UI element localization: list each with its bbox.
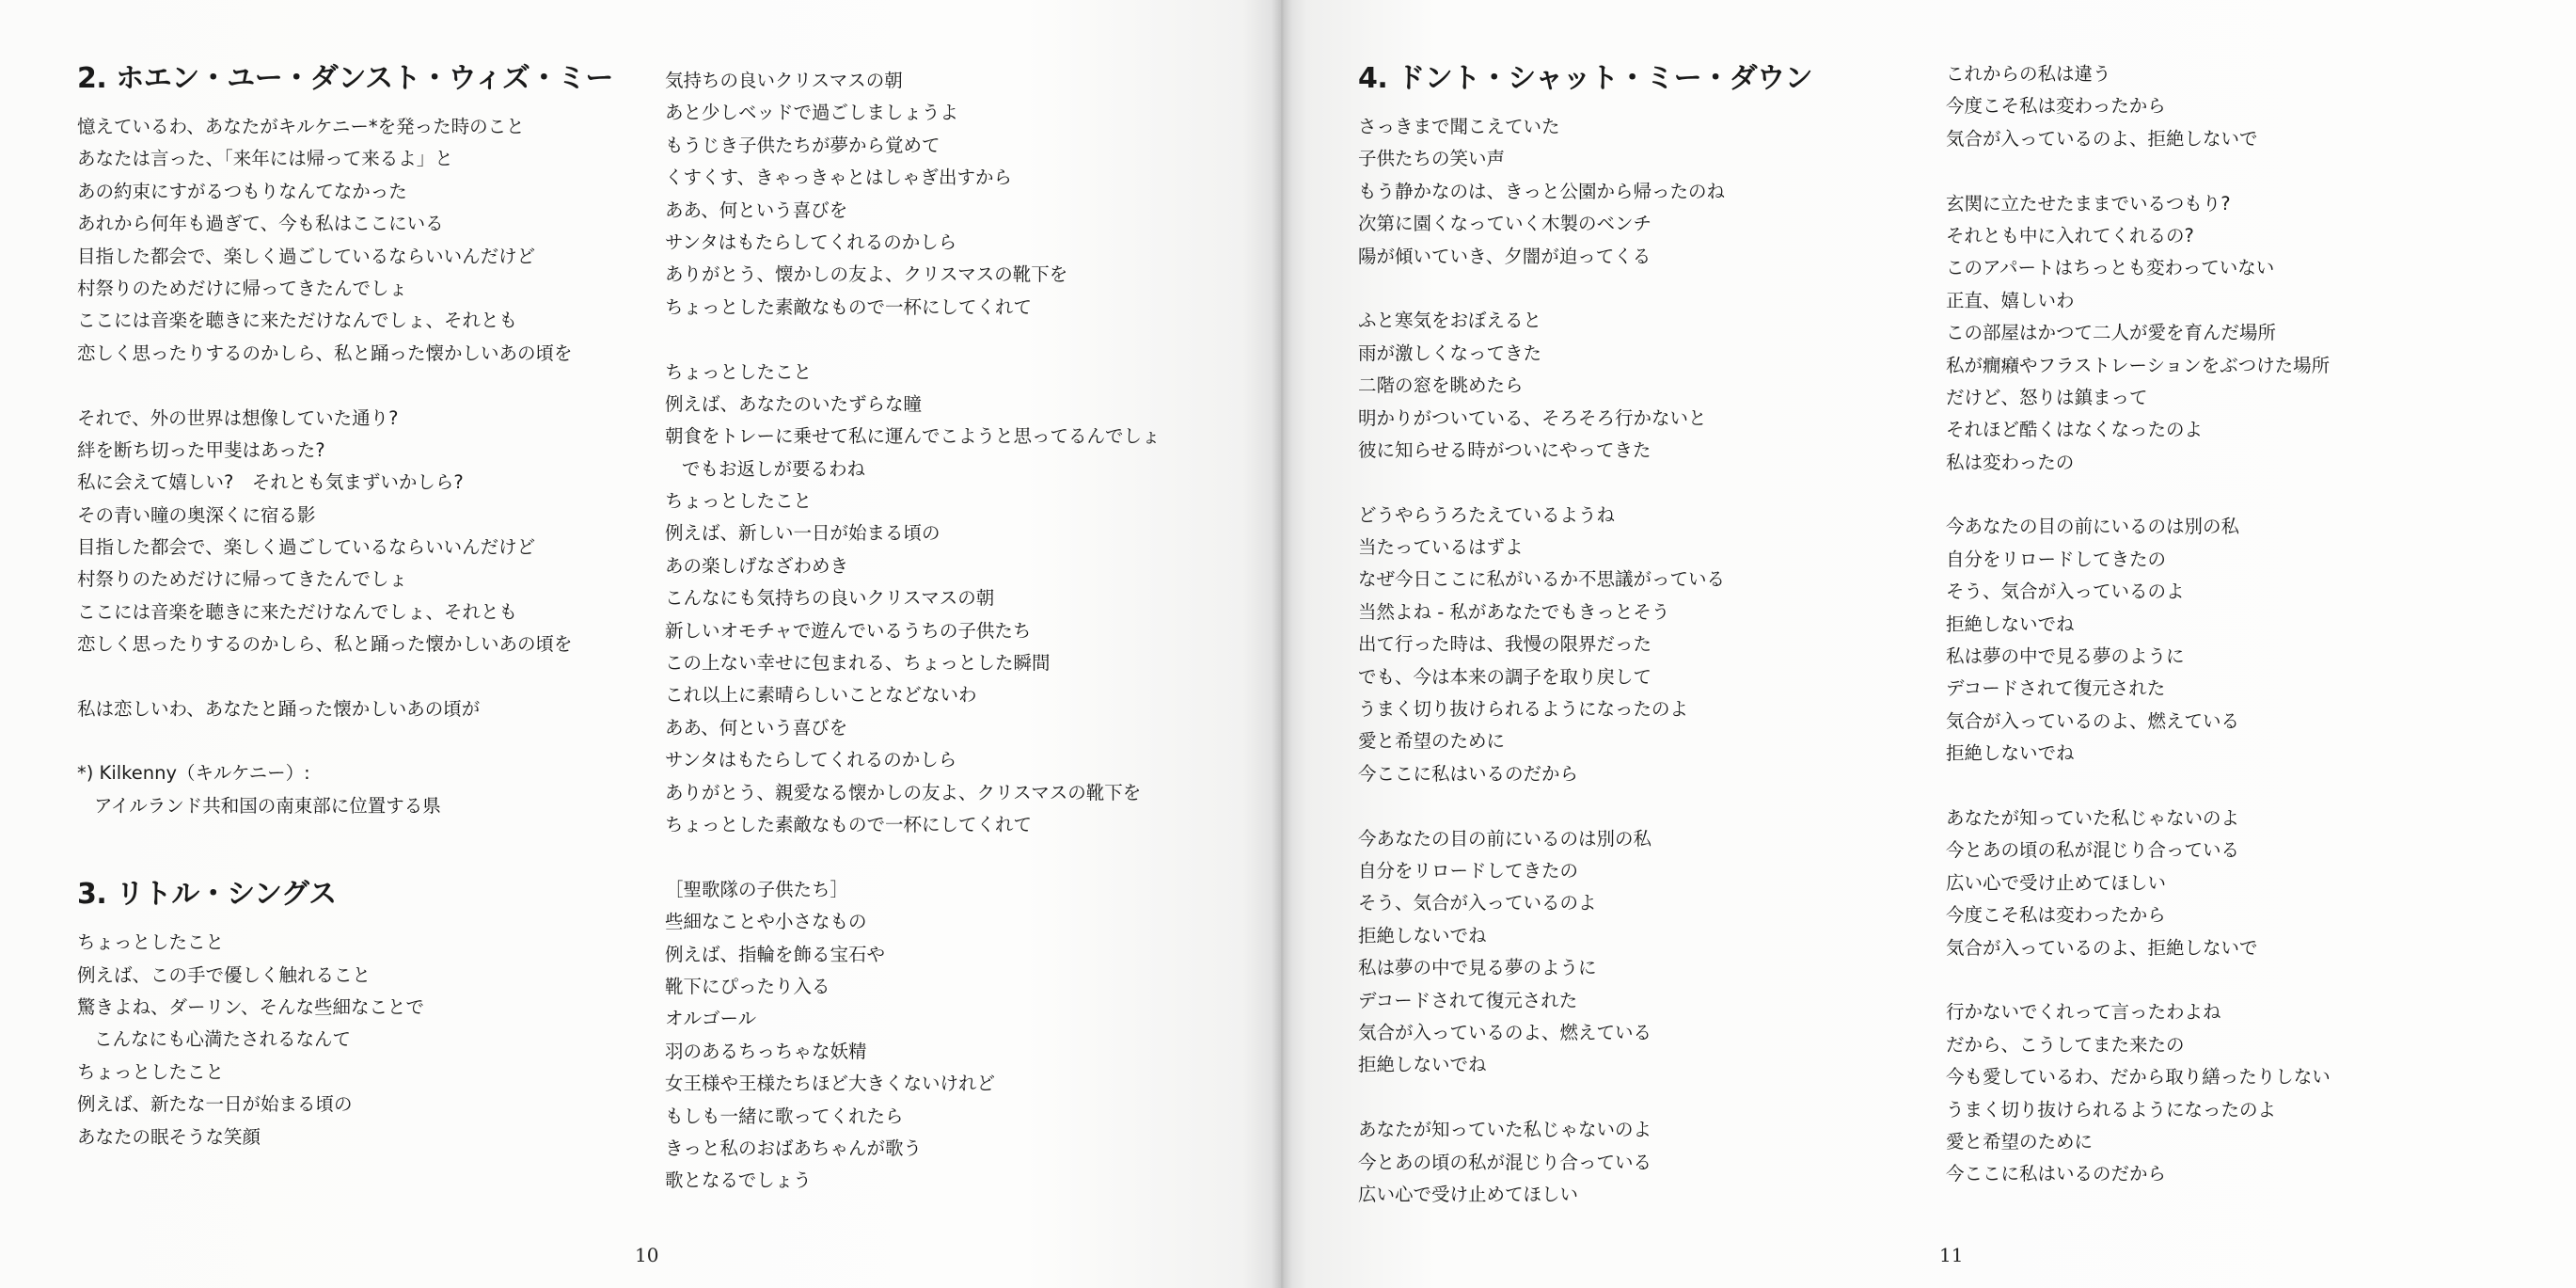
lyric-line: 驚きよね、ダーリン、そんな些細なことで: [77, 995, 424, 1018]
lyric-line: その青い瞳の奥深くに宿る影: [77, 503, 316, 526]
lyric-line: ちょっとした素敵なもので一杯にしてくれて: [665, 813, 1033, 835]
lyric-line: この上ない幸せに包まれる、ちょっとした瞬間: [665, 652, 1051, 675]
left-column-2: [665, 65, 1248, 1198]
lyric-line: 愛と希望のために: [1358, 730, 1506, 753]
lyric-line: 拒絶しないでね: [1358, 924, 1487, 946]
stanza-gap: [1946, 479, 2529, 511]
stanza-gap: [1358, 790, 1922, 822]
lyric-line: あなたの眠そうな笑顔: [77, 1125, 261, 1148]
lyric-line: 拒絶しないでね: [1946, 742, 2075, 765]
lyric-line: 今も愛しているわ、だから取り繕ったりしない: [1946, 1066, 2331, 1089]
lyric-line: 気持ちの良いクリスマスの朝: [665, 70, 903, 91]
lyric-line: 些細なことや小さなもの: [665, 911, 867, 933]
lyric-line: 行かないでくれって言ったわよね: [1946, 1001, 2221, 1024]
lyric-line: それとも中に入れてくれるの?: [1946, 224, 2194, 246]
lyric-line: 恋しく思ったりするのかしら、私と踊った懐かしいあの頃を: [77, 633, 573, 656]
lyric-line: あの楽しげなざわめき: [665, 554, 849, 577]
lyric-line: だけど、怒りは鎮まって: [1946, 386, 2148, 408]
song-lyrics-continued: [1946, 58, 2529, 1191]
footnote-text: アイルランド共和国の南東部に位置する県: [94, 794, 441, 817]
lyric-line: ちょっとしたこと: [665, 360, 813, 383]
lyric-line: ありがとう、懐かしの友よ、クリスマスの靴下を: [665, 263, 1068, 286]
lyric-line: ちょっとした素敵なもので一杯にしてくれて: [665, 295, 1033, 318]
lyric-line: 広い心で受け止めてほしい: [1946, 871, 2167, 894]
stanza-gap: [77, 661, 641, 693]
lyric-line: こんなにも気持ちの良いクリスマスの朝: [665, 587, 995, 610]
left-column-1: [77, 60, 641, 1153]
lyric-line: 私は夢の中で見る夢のように: [1358, 957, 1597, 979]
lyric-line: どうやらうろたえているようね: [1358, 503, 1616, 526]
lyric-line: 彼に知らせる時がついにやってきた: [1358, 438, 1651, 461]
right-page: [1281, 0, 2576, 1288]
lyric-line: あと少しベッドで過ごしましょうよ: [665, 102, 959, 124]
song-lyrics: [77, 111, 641, 725]
lyric-line: 出て行った時は、我慢の限界だった: [1358, 633, 1652, 656]
lyric-line: 私は夢の中で見る夢のように: [1946, 645, 2185, 668]
lyric-line: 広い心で受け止めてほしい: [1358, 1183, 1579, 1205]
lyric-line: 今ここに私はいるのだから: [1946, 1163, 2167, 1185]
lyric-line: そう、気合が入っているのよ: [1946, 580, 2185, 603]
lyric-line: 次第に園くなっていく木製のベンチ: [1358, 213, 1652, 235]
stanza-gap: [1946, 964, 2529, 996]
lyric-line: でも、今は本来の調子を取り戻して: [1358, 665, 1652, 688]
song-title-dont-shut-me-down: 4. ドント・シャット・ミー・ダウン: [1358, 62, 1813, 95]
lyric-line: ああ、何という喜びを: [665, 199, 848, 221]
lyric-line: 今とあの頃の私が混じり合っている: [1358, 1151, 1652, 1173]
lyric-line: 気合が入っているのよ、燃えている: [1358, 1021, 1652, 1043]
lyric-line: あなたが知っていた私じゃないのよ: [1946, 806, 2240, 829]
stanza-gap: [1946, 771, 2529, 803]
footnote-label: *) Kilkenny（キルケニー）:: [77, 762, 310, 785]
lyric-line: さっきまで聞こえていた: [1358, 116, 1560, 137]
lyric-line: ここには音楽を聴きに来ただけなんでしょ、それとも: [77, 600, 518, 623]
lyric-line: 羽のあるちっちゃな妖精: [665, 1040, 867, 1062]
song-lyrics: [77, 927, 641, 1153]
lyric-line: 自分をリロードしてきたの: [1358, 859, 1579, 882]
lyric-line: 今とあの頃の私が混じり合っている: [1946, 839, 2240, 862]
song-lyrics-continued: [665, 65, 1248, 1198]
lyric-line: 靴下にぴったり入る: [665, 975, 830, 997]
lyric-line: 例えば、新しい一日が始まる頃の: [665, 522, 940, 545]
stanza-gap: [1946, 155, 2529, 187]
lyric-line: 憶えているわ、あなたがキルケニー*を発った時のこと: [77, 116, 525, 137]
stanza-gap: [665, 324, 1248, 356]
lyric-line: 二階の窓を眺めたら: [1358, 374, 1524, 397]
lyric-line: 玄関に立たせたままでいるつもり?: [1946, 192, 2231, 215]
lyric-line: ああ、何という喜びを: [665, 716, 848, 739]
song-title-little-things: 3. リトル・シングス: [77, 878, 337, 912]
lyric-line: 拒絶しないでね: [1946, 612, 2075, 635]
lyric-line: デコードされて復元された: [1358, 989, 1578, 1011]
lyric-line: 私は恋しいわ、あなたと踊った懐かしいあの頃が: [77, 698, 481, 721]
lyric-line: 今度こそ私は変わったから: [1946, 95, 2166, 118]
lyric-line: ちょっとしたこと: [77, 931, 225, 954]
lyric-line: なぜ今日ここに私がいるか不思議がっている: [1358, 568, 1726, 591]
lyric-line: 村祭りのためだけに帰ってきたんでしょ: [77, 568, 408, 591]
lyric-line: きっと私のおばあちゃんが歌う: [665, 1137, 923, 1159]
lyric-line: 恋しく思ったりするのかしら、私と踊った懐かしいあの頃を: [77, 342, 573, 364]
page-number: 11: [1939, 1244, 1964, 1266]
lyric-line: これ以上に素晴らしいことなどないわ: [665, 684, 977, 707]
lyric-line: もうじき子供たちが夢から覚めて: [665, 134, 940, 156]
lyric-line: サンタはもたらしてくれるのかしら: [665, 749, 957, 771]
lyric-line: サンタはもたらしてくれるのかしら: [665, 231, 957, 253]
lyric-line: だから、こうしてまた来たの: [1946, 1033, 2185, 1056]
lyric-line: 自分をリロードしてきたの: [1946, 548, 2167, 570]
stanza-gap: [665, 841, 1248, 873]
lyric-line: あなたは言った、「来年には帰って来るよ」と: [77, 148, 453, 170]
lyric-line: 今度こそ私は変わったから: [1946, 904, 2166, 927]
lyric-line: うまく切り抜けられるようになったのよ: [1358, 698, 1689, 721]
page-number: 10: [635, 1244, 659, 1266]
footnote: [77, 757, 641, 822]
lyric-line: オルゴール: [665, 1008, 757, 1030]
lyric-line: 気合が入っているのよ、拒絶しないで: [1946, 936, 2258, 959]
lyric-line: 明かりがついている、そろそろ行かないと: [1358, 406, 1707, 429]
lyric-line: ありがとう、親愛なる懐かしの友よ、クリスマスの靴下を: [665, 781, 1142, 803]
lyric-line: 気合が入っているのよ、拒絶しないで: [1946, 127, 2258, 150]
lyric-line: 村祭りのためだけに帰ってきたんでしょ: [77, 277, 408, 299]
lyric-line: ［聖歌隊の子供たち］: [665, 878, 849, 900]
lyric-line: 当たっているはずよ: [1358, 536, 1524, 559]
lyric-line: もしも一緒に歌ってくれたら: [665, 1105, 904, 1127]
lyric-line: そう、気合が入っているのよ: [1358, 892, 1597, 914]
lyric-line: 例えば、この手で優しく触れること: [77, 963, 371, 986]
lyric-line: ちょっとしたこと: [77, 1060, 225, 1083]
lyric-line: 拒絶しないでね: [1358, 1054, 1487, 1076]
lyric-line: 朝食をトレーに乗せて私に運んでこようと思ってるんでしょ: [665, 425, 1161, 448]
lyric-line: 目指した都会で、楽しく過ごしているならいいんだけど: [77, 245, 536, 267]
lyric-line: ここには音楽を聴きに来ただけなんでしょ、それとも: [77, 310, 518, 332]
lyric-line: 気合が入っているのよ、燃えている: [1946, 709, 2240, 732]
stanza-gap: [77, 370, 641, 402]
lyric-line: 今あなたの目の前にいるのは別の私: [1358, 827, 1652, 850]
left-page: [0, 0, 1281, 1288]
lyric-line: くすくす、きゃっきゃとはしゃぎ出すから: [665, 167, 1012, 189]
song-lyrics: [1358, 111, 1922, 1211]
lyric-line: あの約束にすがるつもりなんてなかった: [77, 180, 407, 202]
lyric-line: 愛と希望のために: [1946, 1130, 2094, 1153]
lyric-line: 今あなたの目の前にいるのは別の私: [1946, 516, 2240, 538]
lyric-line: これからの私は違う: [1946, 63, 2111, 85]
book-spine-shadow: [1272, 0, 1292, 1288]
lyric-line: 陽が傾いていき、夕闇が迫ってくる: [1358, 245, 1651, 267]
lyric-line: でもお返しが要るわね: [682, 457, 866, 480]
lyric-line: それほど酷くはなくなったのよ: [1946, 419, 2204, 441]
lyric-line: 私が癇癪やフラストレーションをぶつけた場所: [1946, 354, 2331, 376]
lyric-line: あれから何年も過ぎて、今も私はここにいる: [77, 213, 444, 235]
lyric-line: 女王様や王様たちほど大きくないけれど: [665, 1073, 996, 1095]
lyric-line: もう静かなのは、きっと公園から帰ったのね: [1358, 180, 1726, 202]
lyric-line: この部屋はかつて二人が愛を育んだ場所: [1946, 322, 2277, 344]
lyric-line: 例えば、指輪を飾る宝石や: [665, 943, 886, 965]
lyric-line: 目指した都会で、楽しく過ごしているならいいんだけど: [77, 536, 536, 559]
lyric-line: 新しいオモチャで遊んでいるうちの子供たち: [665, 619, 1032, 642]
lyric-line: 子供たちの笑い声: [1358, 148, 1506, 170]
lyric-line: うまく切り抜けられるようになったのよ: [1946, 1098, 2277, 1121]
lyric-line: それで、外の世界は想像していた通り?: [77, 406, 399, 429]
lyric-line: このアパートはちっとも変わっていない: [1946, 257, 2275, 279]
lyric-line: 雨が激しくなってきた: [1358, 342, 1542, 364]
lyric-line: 正直、嬉しいわ: [1946, 289, 2075, 311]
lyric-line: 今ここに私はいるのだから: [1358, 762, 1579, 785]
lyric-line: ふと寒気をおぼえると: [1358, 310, 1542, 332]
lyric-line: こんなにも心満たされるなんて: [94, 1028, 352, 1051]
lyric-line: ちょっとしたこと: [665, 490, 813, 513]
stanza-gap: [1358, 467, 1922, 499]
lyric-line: 絆を断ち切った甲斐はあった?: [77, 438, 325, 461]
lyric-line: 例えば、あなたのいたずらな瞳: [665, 392, 923, 415]
right-column-2: [1946, 58, 2529, 1191]
lyric-line: あなたが知っていた私じゃないのよ: [1358, 1119, 1652, 1141]
song-title-when-you-danced-with-me: 2. ホエン・ユー・ダンスト・ウィズ・ミー: [77, 62, 613, 95]
lyric-line: 私に会えて嬉しい? それとも気まずいかしら?: [77, 471, 464, 494]
lyric-line: 当然よね - 私があなたでもきっとそう: [1358, 600, 1670, 623]
lyric-line: 例えば、新たな一日が始まる頃の: [77, 1093, 353, 1116]
stanza-gap: [1358, 1082, 1922, 1114]
lyric-line: 私は変わったの: [1946, 451, 2075, 473]
lyric-line: デコードされて復元された: [1946, 677, 2166, 700]
lyric-line: 歌となるでしょう: [665, 1169, 812, 1192]
right-column-1: [1358, 60, 1922, 1211]
stanza-gap: [1358, 273, 1922, 305]
